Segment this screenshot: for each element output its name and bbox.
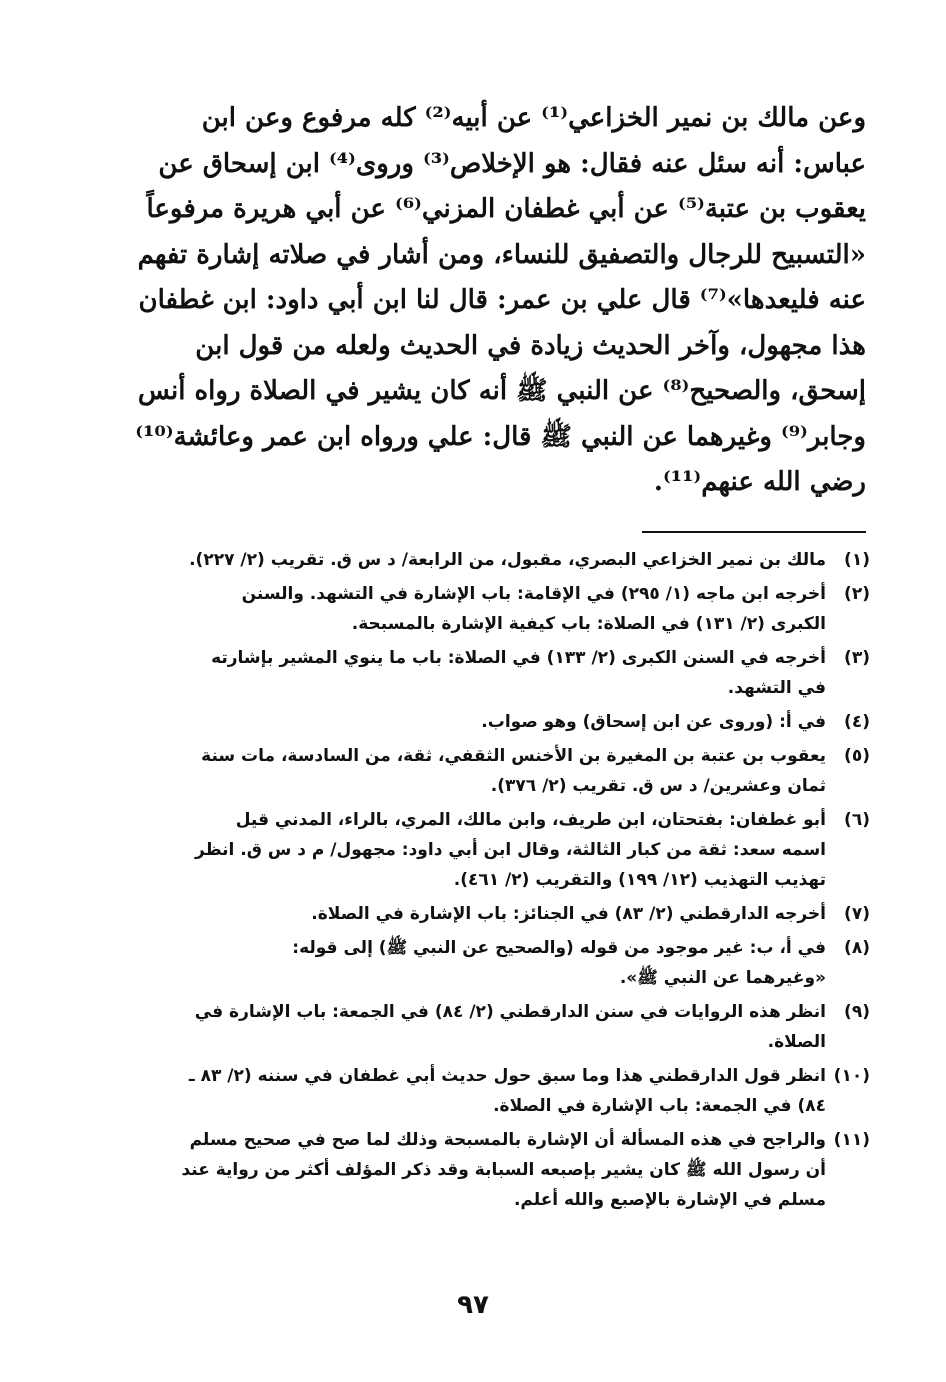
- footnote-text: [170, 933, 826, 993]
- footnote-number: (٣): [844, 648, 870, 668]
- footnote-line: الصلاة.: [767, 1032, 826, 1052]
- footnote-line: انظر قول الدارقطني هذا وما سبق حول حديث أبي غطفان في سننه (٢/ ٨٣ ـ: [188, 1066, 826, 1086]
- main-text-line: رضي الله عنهم⁽¹¹⁾.: [653, 467, 866, 497]
- footnote-line: «وغيرهما عن النبي ﷺ».: [619, 968, 826, 988]
- footnote-line: انظر هذه الروايات في سنن الدارقطني (٢/ ٨٤) في الجمعة: باب الإشارة في: [194, 1002, 826, 1022]
- main-text-line: وجابر⁽⁹⁾ وغيرهما عن النبي ﷺ قال: علي ورواه ابن عمر وعائشة⁽¹⁰⁾: [135, 421, 866, 452]
- footnote-line: مالك بن نمير الخزاعي البصري، مقبول، من الرابعة/ د س ق. تقريب (٢/ ٢٢٧).: [189, 550, 826, 570]
- footnote-number: (١١): [833, 1130, 870, 1150]
- footnote-text: [170, 707, 826, 737]
- footnote-line: أن رسول الله ﷺ كان يشير بإصبعه السبابة وقد ذكر المؤلف أكثر من رواية عند: [181, 1160, 826, 1180]
- footnote-3: [170, 643, 870, 703]
- footnote-text: [170, 1125, 826, 1215]
- footnote-4: [170, 707, 870, 737]
- footnote-text: [170, 805, 826, 895]
- footnote-number: (١٠): [833, 1066, 870, 1086]
- footnote-line: ٨٤) في الجمعة: باب الإشارة في الصلاة.: [493, 1096, 826, 1116]
- footnote-text: [170, 1061, 826, 1121]
- main-text-block: [135, 96, 866, 506]
- main-text-line: يعقوب بن عتبة⁽⁵⁾ عن أبي غطفان المزني⁽⁶⁾ عن أبي هريرة مرفوعاً: [146, 194, 866, 224]
- footnote-text: [170, 997, 826, 1057]
- footnote-6: [170, 805, 870, 895]
- footnote-number: (١): [844, 550, 870, 570]
- main-text-line: عباس: أنه سئل عنه فقال: هو الإخلاص⁽³⁾ وروى⁽⁴⁾ ابن إسحاق عن: [158, 148, 866, 179]
- footnote-line: اسمه سعد: ثقة من كبار الثالثة، وقال ابن أبي داود: مجهول/ م د س ق. انظر: [195, 840, 826, 860]
- footnote-text: [170, 579, 826, 639]
- footnote-line: في أ: (وروى عن ابن إسحاق) وهو صواب.: [481, 712, 826, 732]
- footnote-line: الكبرى (٢/ ١٣١) في الصلاة: باب كيفية الإشارة بالمسبحة.: [351, 614, 826, 634]
- main-text-line: هذا مجهول، وآخر الحديث زيادة في الحديث ولعله من قول ابن: [195, 330, 866, 361]
- footnote-11: [170, 1125, 870, 1215]
- footnote-line: أخرجه الدارقطني (٢/ ٨٣) في الجنائز: باب الإشارة في الصلاة.: [311, 904, 826, 924]
- footnote-number: (٤): [844, 712, 870, 732]
- footnote-line: أخرجه ابن ماجه (١/ ٢٩٥) في الإقامة: باب الإشارة في التشهد. والسنن: [241, 584, 826, 604]
- footnote-number: (٢): [844, 584, 870, 604]
- footnote-line: مسلم في الإشارة بالإصبع والله أعلم.: [513, 1190, 826, 1210]
- footnote-line: في التشهد.: [727, 678, 826, 698]
- footnote-line: في أ، ب: غير موجود من قوله (والصحيح عن النبي ﷺ) إلى قوله:: [292, 938, 826, 958]
- footnote-9: [170, 997, 870, 1057]
- footnote-number: (٨): [844, 938, 870, 958]
- footnote-8: [170, 933, 870, 993]
- footnote-line: والراجح في هذه المسألة أن الإشارة بالمسبحة وذلك لما صح في صحيح مسلم: [189, 1130, 826, 1150]
- main-text-line: عنه فليعدها»⁽⁷⁾ قال علي بن عمر: قال لنا ابن أبي داود: ابن غطفان: [138, 285, 866, 315]
- footnote-line: يعقوب بن عتبة بن المغيرة بن الأخنس الثقفي، ثقة، من السادسة، مات سنة: [201, 746, 826, 766]
- page-number: ٩٧: [457, 1290, 489, 1320]
- footnote-number: (٩): [844, 1002, 870, 1022]
- footnote-separator: [642, 531, 866, 533]
- footnote-1: [170, 545, 870, 575]
- footnote-text: [170, 899, 826, 929]
- footnote-text: [170, 741, 826, 801]
- footnote-number: (٧): [844, 904, 870, 924]
- main-text-line: وعن مالك بن نمير الخزاعي⁽¹⁾ عن أبيه⁽²⁾ كله مرفوع وعن ابن: [201, 103, 866, 133]
- footnotes-list: [170, 545, 870, 1219]
- footnote-5: [170, 741, 870, 801]
- main-text-line: «التسبيح للرجال والتصفيق للنساء، ومن أشار في صلاته إشارة تفهم: [137, 239, 866, 270]
- footnote-text: [170, 643, 826, 703]
- footnote-number: (٥): [844, 746, 870, 766]
- footnote-line: تهذيب التهذيب (١٢/ ١٩٩) والتقريب (٢/ ٤٦١).: [453, 870, 826, 890]
- footnote-10: [170, 1061, 870, 1121]
- footnote-2: [170, 579, 870, 639]
- footnote-line: أبو غطفان: بفتحتان، ابن طريف، وابن مالك، المري، بالراء، المدني قيل: [235, 810, 826, 830]
- footnote-line: ثمان وعشرين/ د س ق. تقريب (٢/ ٣٧٦).: [490, 776, 826, 796]
- main-text-line: إسحق، والصحيح⁽⁸⁾ عن النبي ﷺ أنه كان يشير في الصلاة رواه أنس: [137, 376, 866, 406]
- footnote-number: (٦): [844, 810, 870, 830]
- footnote-line: أخرجه في السنن الكبرى (٢/ ١٣٣) في الصلاة: باب ما ينوي المشير بإشارته: [211, 648, 826, 668]
- footnote-text: [170, 545, 826, 575]
- footnote-7: [170, 899, 870, 929]
